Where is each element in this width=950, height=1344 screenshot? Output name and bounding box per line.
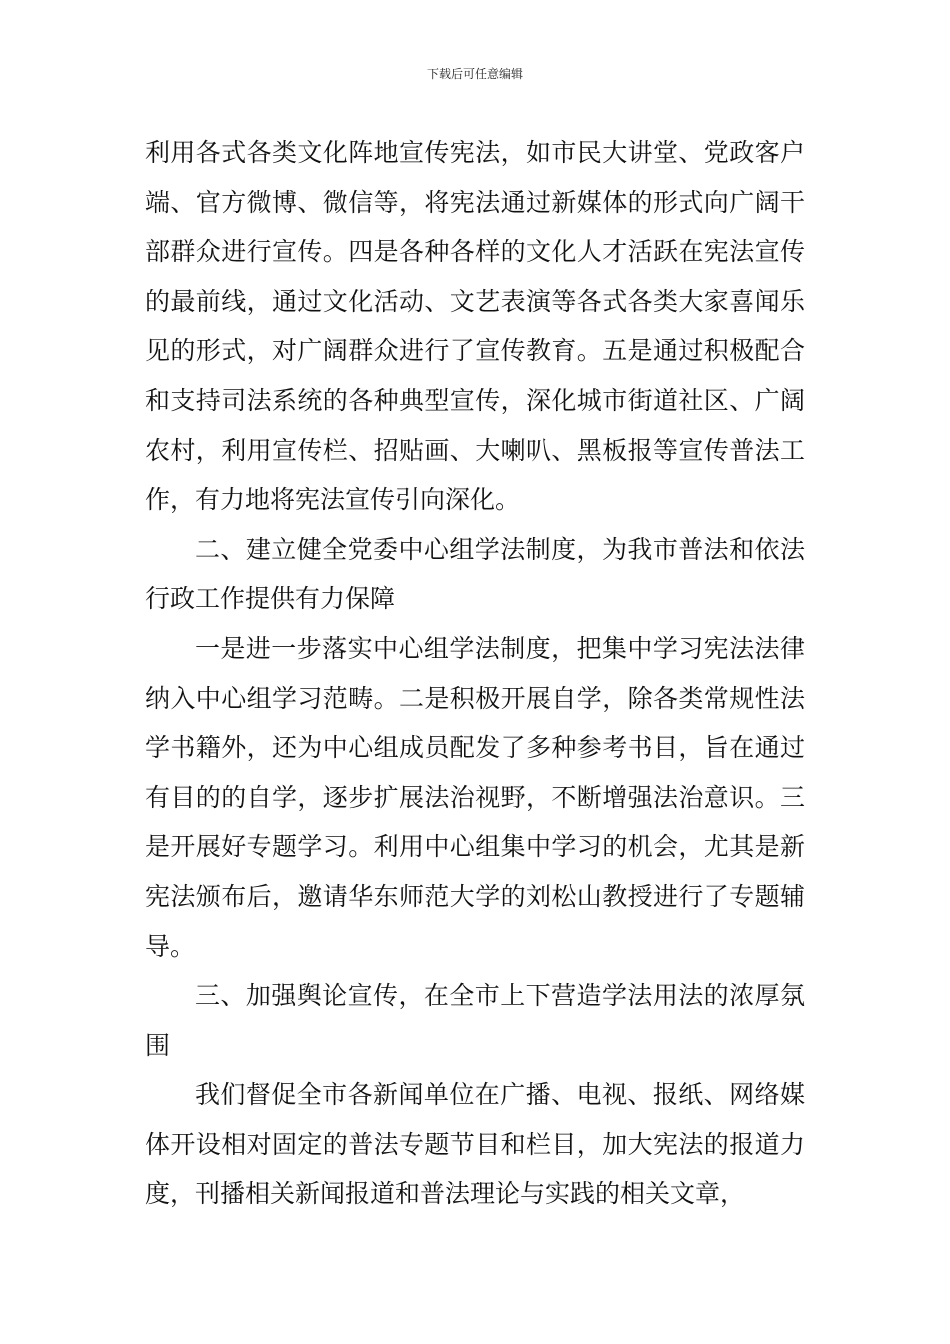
section-heading-2: 二、建立健全党委中心组学法制度，为我市普法和依法行政工作提供有力保障 (145, 534, 805, 614)
page-header-note: 下载后可任意编辑 (426, 67, 523, 81)
paragraph-section-2: 一是进一步落实中心组学法制度，把集中学习宪法法律纳入中心组学习范畴。二是积极开展自学，除各类常规性法学书籍外，还为中心组成员配发了多种参考书目，旨在通过有目的的自学，逐步扩展法治视野，不断增强法治意识。三是开展好专题学习。利用中心组集中学习的机会，尤其是新宪法颁布后，邀请华东师范大学的刘松山教授进行了专题辅导。 (145, 633, 805, 961)
paragraph-continuation: 利用各式各类文化阵地宣传宪法，如市民大讲堂、党政客户端、官方微博、微信等，将宪法通过新媒体的形式向广阔干部群众进行宣传。四是各种各样的文化人才活跃在宪法宣传的最前线，通过文化活动、文艺表演等各式各类大家喜闻乐见的形式，对广阔群众进行了宣传教育。五是通过积极配合和支持司法系统的各种典型宣传，深化城市街道社区、广阔农村，利用宣传栏、招贴画、大喇叭、黑板报等宣传普法工作，有力地将宪法宣传引向深化。 (145, 138, 805, 515)
paragraph-section-3: 我们督促全市各新闻单位在广播、电视、报纸、网络媒体开设相对固定的普法专题节目和栏目，加大宪法的报道力度，刊播相关新闻报道和普法理论与实践的相关文章， (145, 1080, 805, 1209)
document-body (145, 128, 805, 1219)
section-heading-3: 三、加强舆论宣传，在全市上下营造学法用法的浓厚氛围 (145, 981, 805, 1060)
